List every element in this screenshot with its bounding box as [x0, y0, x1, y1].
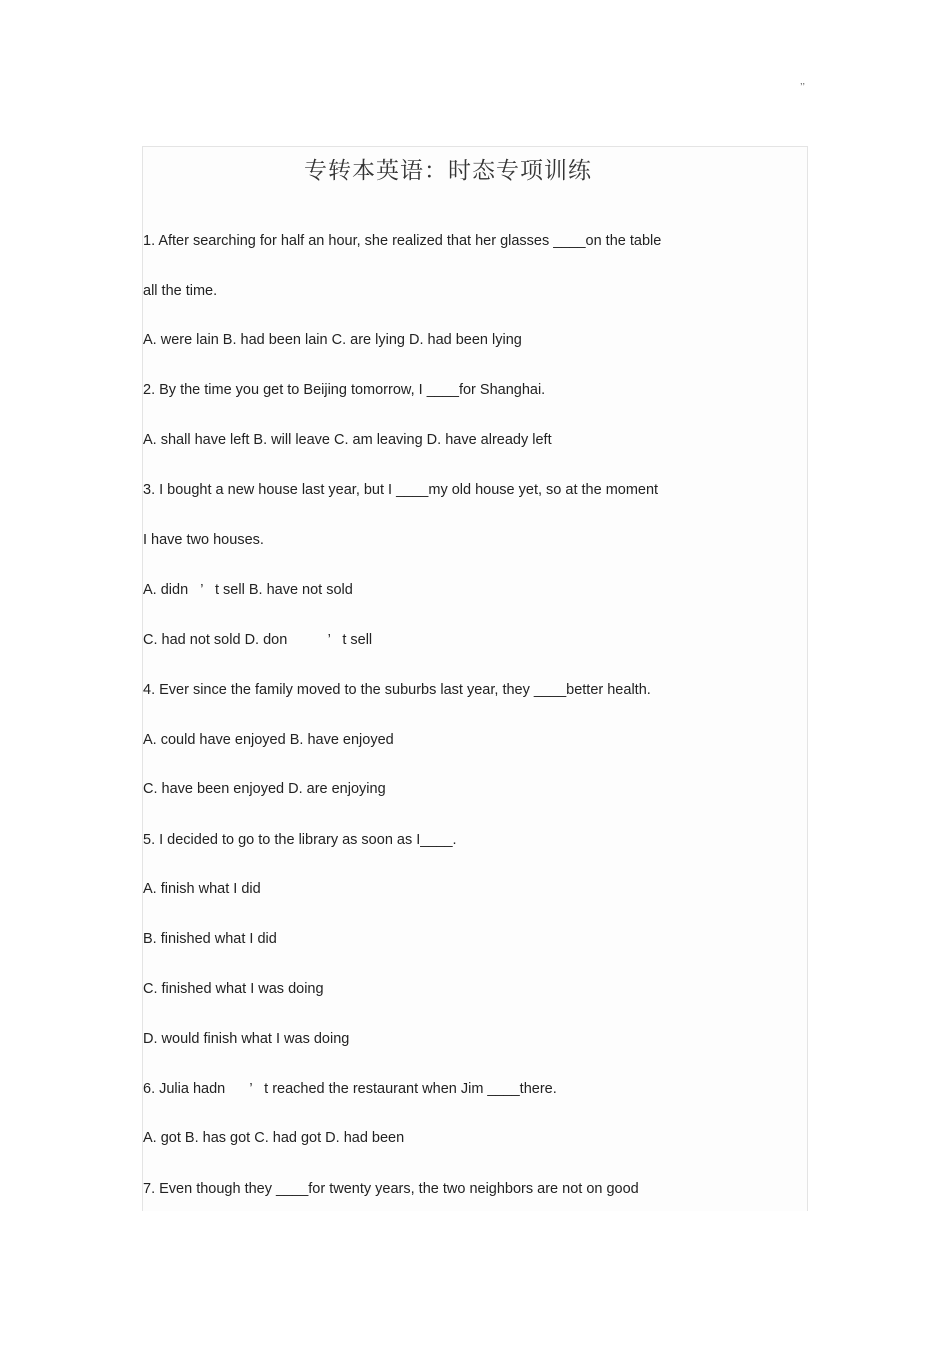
question-4-options-ab: A. could have enjoyed B. have enjoyed — [143, 732, 394, 748]
question-4-line: 4. Ever since the family moved to the suburbs last year, they ____better health. — [143, 682, 651, 698]
corner-mark: ,, — [800, 76, 806, 86]
question-1-line-1: 1. After searching for half an hour, she realized that her glasses ____on the table — [143, 233, 662, 249]
question-2-options: A. shall have left B. will leave C. am leaving D. have already left — [143, 432, 552, 448]
document-title: 专转本英语：时态专项训练 — [304, 158, 592, 184]
question-5-option-c: C. finished what I was doing — [143, 981, 324, 997]
question-5-option-b: B. finished what I did — [143, 931, 277, 947]
question-6-options: A. got B. has got C. had got D. had been — [143, 1130, 405, 1146]
question-3-line-1: 3. I bought a new house last year, but I ____my old house yet, so at the moment — [143, 482, 659, 498]
question-5-option-d: D. would finish what I was doing — [143, 1031, 350, 1047]
question-2-line: 2. By the time you get to Beijing tomorrow, I ____for Shanghai. — [143, 382, 546, 398]
question-4-options-cd: C. have been enjoyed D. are enjoying — [143, 781, 386, 797]
question-5-option-a: A. finish what I did — [143, 881, 261, 897]
question-5-line: 5. I decided to go to the library as soon as I____. — [143, 832, 457, 848]
question-3-line-2: I have two houses. — [143, 532, 264, 548]
question-3-options-ab: A. didn ’ t sell B. have not sold — [143, 582, 353, 598]
question-1-options: A. were lain B. had been lain C. are lying D. had been lying — [143, 332, 522, 348]
document-page — [142, 146, 808, 1211]
question-6-line: 6. Julia hadn ’ t reached the restaurant when Jim ____there. — [143, 1081, 557, 1097]
question-7-line-1: 7. Even though they ____for twenty years, the two neighbors are not on good — [143, 1181, 639, 1197]
question-3-options-cd: C. had not sold D. don ’ t sell — [143, 632, 373, 648]
question-1-line-2: all the time. — [143, 283, 218, 299]
